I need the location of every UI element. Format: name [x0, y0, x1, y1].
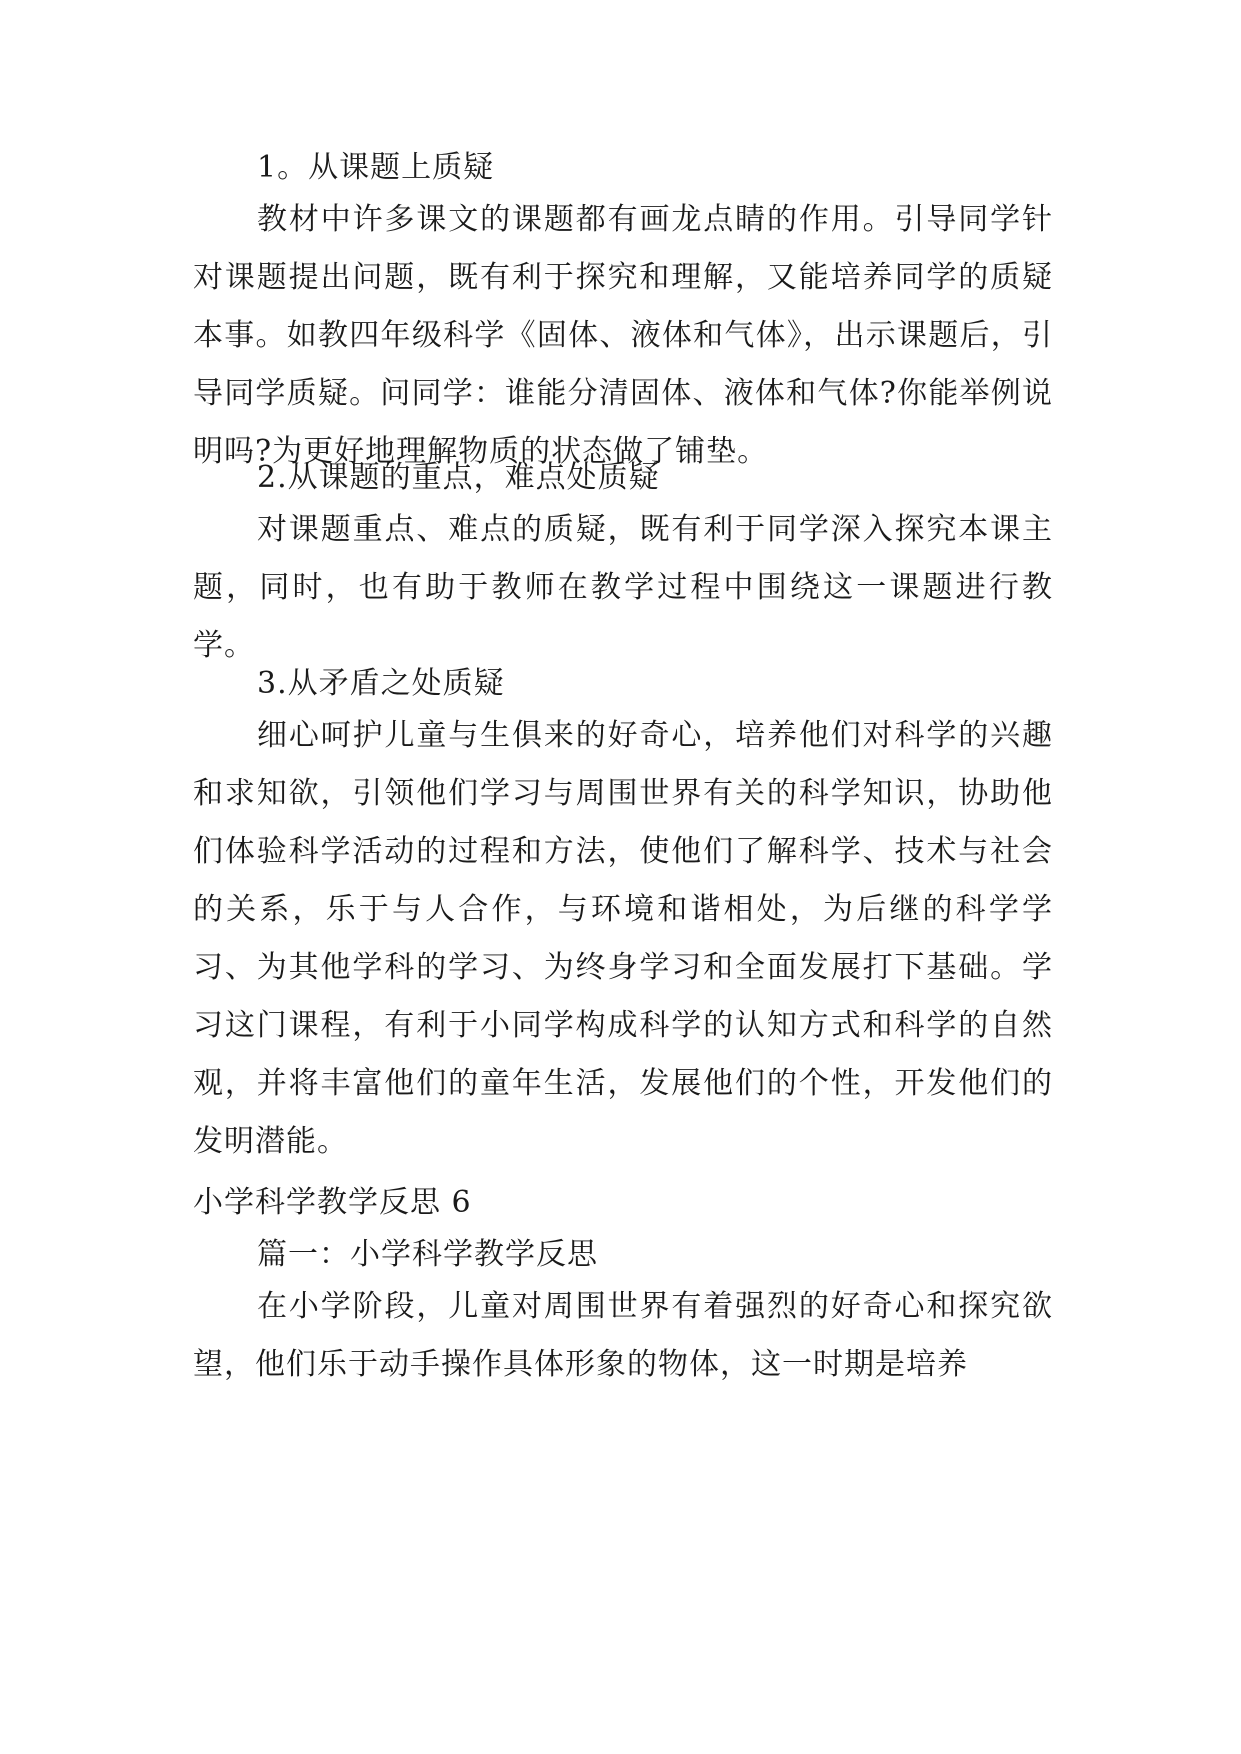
subsection-paragraph: 在小学阶段，儿童对周围世界有着强烈的好奇心和探究欲望，他们乐于动手操作具体形象的物体，这一时期是培养 — [193, 1289, 1053, 1382]
section-title: 小学科学教学反思 6 — [193, 1185, 472, 1220]
item2-heading: 2.从课题的重点，难点处质疑 — [257, 460, 660, 495]
item1-heading: 1。从课题上质疑 — [257, 150, 495, 185]
item1-paragraph: 教材中许多课文的课题都有画龙点睛的作用。引导同学针对课题提出问题，既有利于探究和理解，又能培养同学的质疑本事。如教四年级科学《固体、液体和气体》，出示课题后，引导同学质疑。问同学：谁能分清固体、液体和气体?你能举例说明吗?为更好地理解物质的状态做了铺垫。 — [193, 202, 1053, 469]
item2-paragraph: 对课题重点、难点的质疑，既有利于同学深入探究本课主题，同时，也有助于教师在教学过程中围绕这一课题进行教学。 — [193, 512, 1053, 663]
item3-paragraph: 细心呵护儿童与生俱来的好奇心，培养他们对科学的兴趣和求知欲，引领他们学习与周围世界有关的科学知识，协助他们体验科学活动的过程和方法，使他们了解科学、技术与社会的关系，乐于与人合作，与环境和谐相处，为后继的科学学习、为其他学科的学习、为终身学习和全面发展打下基础。学习这门课程，有利于小同学构成科学的认知方式和科学的自然观，并将丰富他们的童年生活，发展他们的个性，开发他们的发明潜能。 — [193, 718, 1053, 1159]
subsection-heading: 篇一：小学科学教学反思 — [257, 1237, 598, 1272]
item3-heading: 3.从矛盾之处质疑 — [257, 666, 505, 701]
